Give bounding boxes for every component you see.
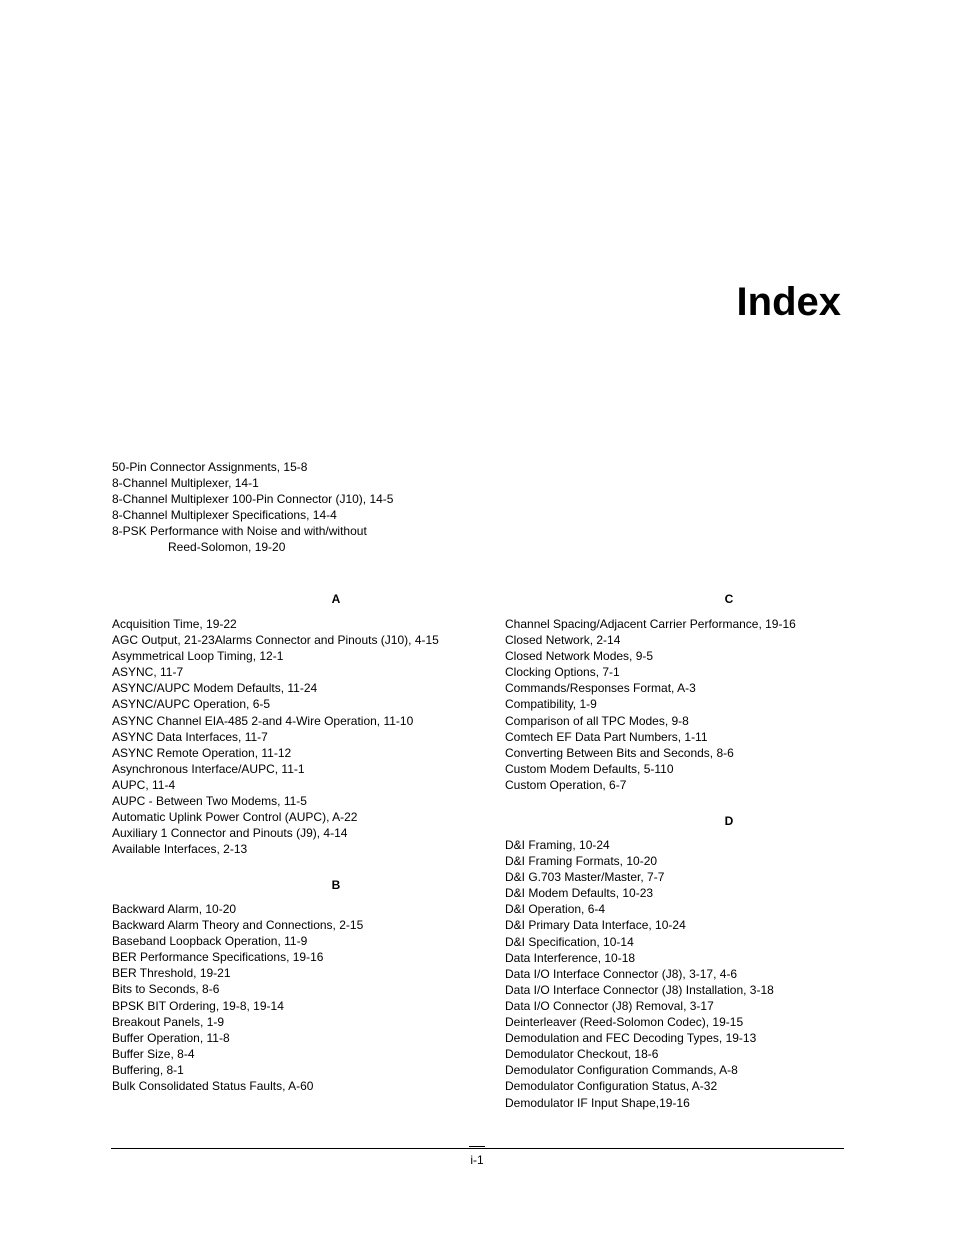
- index-entry: BER Performance Specifications, 19-16: [112, 950, 324, 965]
- index-entry: Data Interference, 10-18: [505, 950, 636, 965]
- index-entry: BPSK BIT Ordering, 19-8, 19-14: [112, 998, 284, 1013]
- index-entry: 50-Pin Connector Assignments, 15-8: [112, 460, 308, 474]
- index-entry: D&I Operation, 6-4: [505, 902, 606, 917]
- index-subentry: Reed-Solomon, 19-20: [168, 540, 286, 555]
- index-entry: Automatic Uplink Power Control (AUPC), A-22: [112, 810, 358, 825]
- index-entry: 8-PSK Performance with Noise and with/without: [112, 524, 367, 539]
- index-entry: Demodulator Checkout, 18-6: [505, 1047, 659, 1062]
- index-entry: Backward Alarm Theory and Connections, 2-15: [112, 918, 364, 933]
- section-a-heading: A: [331, 592, 341, 606]
- index-entry: Custom Operation, 6-7: [505, 777, 627, 792]
- index-entry: ASYNC Data Interfaces, 11-7: [112, 729, 268, 744]
- index-entry: ASYNC Remote Operation, 11-12: [112, 745, 292, 760]
- index-entry: ASYNC/AUPC Operation, 6-5: [112, 697, 271, 712]
- index-entry: ASYNC, 11-7: [112, 665, 184, 680]
- index-entry: 8-Channel Multiplexer, 14-1: [112, 476, 259, 491]
- index-entry: Closed Network Modes, 9-5: [505, 649, 654, 664]
- section-d-heading-wrap: [505, 813, 954, 829]
- index-entry: Demodulator Configuration Commands, A-8: [505, 1063, 738, 1078]
- index-entry: D&I Framing, 10-24: [505, 838, 610, 852]
- index-entry: ASYNC Channel EIA-485 2-and 4-Wire Operation, 11-10: [112, 713, 414, 728]
- section-a-heading-wrap: [112, 591, 562, 607]
- index-entry: Auxiliary 1 Connector and Pinouts (J9), 4-14: [112, 826, 348, 841]
- index-entry: Buffering, 8-1: [112, 1062, 184, 1077]
- index-entry: Compatibility, 1-9: [505, 697, 597, 712]
- index-entry: Comtech EF Data Part Numbers, 1-11: [505, 729, 708, 744]
- section-d-list: [505, 837, 774, 1111]
- index-entry: Custom Modem Defaults, 5-110: [505, 761, 674, 776]
- section-b-list: [112, 901, 363, 1094]
- index-entry: Converting Between Bits and Seconds, 8-6: [505, 745, 734, 760]
- index-entry: Bulk Consolidated Status Faults, A-60: [112, 1079, 314, 1094]
- index-entry: Commands/Responses Format, A-3: [505, 681, 696, 696]
- index-entry: BER Threshold, 19-21: [112, 966, 231, 981]
- page-title: Index: [736, 280, 841, 324]
- index-entry: ASYNC/AUPC Modem Defaults, 11-24: [112, 681, 318, 696]
- index-entry: Data I/O Interface Connector (J8), 3-17, 4-6: [505, 966, 738, 981]
- index-entry: Data I/O Interface Connector (J8) Installation, 3-18: [505, 982, 774, 997]
- page-number: i-1: [470, 1153, 484, 1167]
- index-entry: D&I G.703 Master/Master, 7-7: [505, 870, 665, 885]
- index-entry: D&I Framing Formats, 10-20: [505, 854, 658, 869]
- page-number-mark: [469, 1146, 485, 1147]
- index-entry: AUPC, 11-4: [112, 777, 176, 792]
- index-entry: Channel Spacing/Adjacent Carrier Performance, 19-16: [505, 617, 796, 631]
- index-entry: Acquisition Time, 19-22: [112, 617, 237, 631]
- index-entry: 8-Channel Multiplexer Specifications, 14-4: [112, 508, 337, 523]
- index-entry: Baseband Loopback Operation, 11-9: [112, 934, 308, 949]
- index-entry: Buffer Operation, 11-8: [112, 1030, 230, 1045]
- index-entry: Comparison of all TPC Modes, 9-8: [505, 713, 689, 728]
- index-entry: Bits to Seconds, 8-6: [112, 982, 220, 997]
- index-entry: Backward Alarm, 10-20: [112, 902, 237, 916]
- index-entry: Deinterleaver (Reed-Solomon Codec), 19-15: [505, 1015, 744, 1030]
- index-entry: D&I Primary Data Interface, 10-24: [505, 918, 686, 933]
- index-entry: Asynchronous Interface/AUPC, 11-1: [112, 761, 305, 776]
- section-d-heading: D: [724, 814, 734, 828]
- index-entry: Buffer Size, 8-4: [112, 1046, 195, 1061]
- index-entry: Clocking Options, 7-1: [505, 665, 620, 680]
- section-b-heading-wrap: [112, 877, 562, 893]
- index-entry: Demodulator Configuration Status, A-32: [505, 1079, 718, 1094]
- index-entry: Available Interfaces, 2-13: [112, 842, 248, 857]
- index-entry: 8-Channel Multiplexer 100-Pin Connector (J10), 14-5: [112, 492, 394, 507]
- index-entry: Breakout Panels, 1-9: [112, 1014, 225, 1029]
- numeric-entries-list: [112, 459, 393, 556]
- index-entry: Demodulator IF Input Shape,19-16: [505, 1095, 690, 1110]
- index-entry: D&I Specification, 10-14: [505, 934, 634, 949]
- section-c-heading-wrap: [505, 591, 954, 607]
- footer-divider: [111, 1148, 844, 1149]
- index-entry: Asymmetrical Loop Timing, 12-1: [112, 649, 284, 664]
- section-a-list: [112, 616, 439, 857]
- index-entry: AUPC - Between Two Modems, 11-5: [112, 794, 307, 809]
- section-b-heading: B: [331, 878, 341, 892]
- index-entry: Demodulation and FEC Decoding Types, 19-13: [505, 1031, 757, 1046]
- section-c-list: [505, 616, 796, 793]
- index-entry: D&I Modem Defaults, 10-23: [505, 886, 654, 901]
- index-entry: Data I/O Connector (J8) Removal, 3-17: [505, 998, 714, 1013]
- index-entry: AGC Output, 21-23Alarms Connector and Pinouts (J10), 4-15: [112, 633, 439, 648]
- index-entry: Closed Network, 2-14: [505, 633, 621, 648]
- section-c-heading: C: [724, 592, 734, 606]
